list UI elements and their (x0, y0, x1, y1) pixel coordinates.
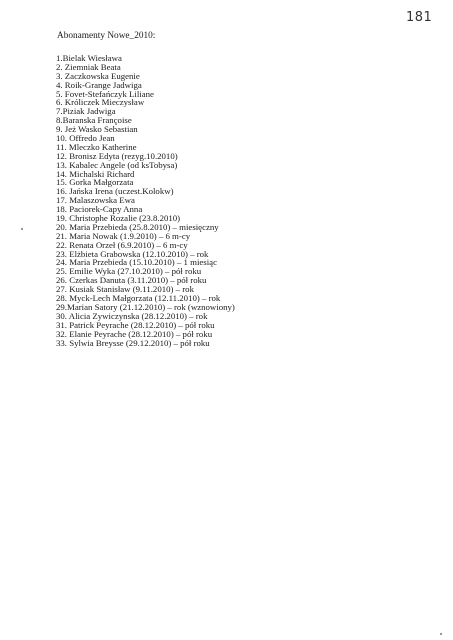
list-item: 1.Bielak Wiesława (56, 53, 122, 63)
list-item: 21. Maria Nowak (1.9.2010) – 6 m-cy (56, 230, 191, 241)
list-item: 27. Kusiak Stanisław (9.11.2010) – rok (56, 284, 194, 295)
list-item: 17. Malaszowska Ewa (56, 195, 135, 206)
list-item: 32. Elanie Peyrache (28.12.2010) – pół roku (56, 328, 213, 339)
list-item: 33. Sylwia Breysse (29.12.2010) – pół roku (56, 337, 210, 348)
list-item: 26. Czerkas Danuta (3.11.2010) – pół roku (56, 275, 207, 286)
list-item: 10. Offredo Jean (56, 133, 115, 144)
list-item: 29.Marian Satory (21.12.2010) – rok (wznowiony) (56, 301, 235, 312)
list-item: 20. Maria Przebieda (25.8.2010) – miesięczny (56, 221, 219, 232)
list-item: 6. Króliczek Mieczysław (56, 97, 145, 108)
list-item: 28. Myck-Lech Małgorzata (12.11.2010) – rok (56, 293, 221, 304)
list-item: 25. Emilie Wyka (27.10.2010) – pół roku (56, 266, 202, 277)
list-item: 19. Christophe Rozalie (23.8.2010) (56, 213, 181, 224)
list-item: 7.Piziak Jadwiga (56, 106, 116, 117)
list-item: 11. Mleczko Katherine (56, 141, 137, 152)
scan-speck (440, 633, 442, 635)
list-item: 3. Zaczkowska Eugenie (56, 70, 140, 81)
list-item: 2. Ziemniak Beata (56, 61, 121, 72)
list-item: 13. Kabalec Angele (od ksTobysa) (56, 159, 178, 170)
list-item: 5. Fovet-Stefańczyk Liliane (56, 88, 154, 99)
list-item: 9. Jeż Wasko Sebastian (56, 124, 138, 135)
list-item: 14. Michalski Richard (56, 168, 135, 179)
list-item: 15. Gorka Małgorzata (56, 177, 134, 188)
list-item: 31. Patrick Peyrache (28.12.2010) – pół roku (56, 319, 215, 330)
list-item: 18. Paciorek-Capy Anna (56, 204, 143, 215)
document-title: Abonamenty Nowe_2010: (57, 31, 156, 41)
list-item: 12. Bronisz Edyta (rezyg.10.2010) (56, 150, 178, 161)
list-item: 4. Roik-Grange Jadwiga (56, 79, 142, 90)
list-item: 23. Elżbieta Grabowska (12.10.2010) – rok (56, 248, 209, 259)
list-item: 24. Maria Przebieda (15.10.2010) – 1 miesiąc (56, 257, 217, 268)
list-item: 30. Alicia Zywiczynska (28.12.2010) – rok (56, 310, 208, 321)
subscriber-list (56, 54, 235, 347)
list-item: 16. Jańska Irena (uczest.Kolokw) (56, 186, 174, 197)
list-item: 22. Renata Orzeł (6.9.2010) – 6 m-cy (56, 239, 188, 250)
scan-speck (21, 228, 23, 230)
list-item: 8.Baranska Françoise (56, 115, 132, 126)
handwritten-page-number: 181 (406, 10, 433, 25)
